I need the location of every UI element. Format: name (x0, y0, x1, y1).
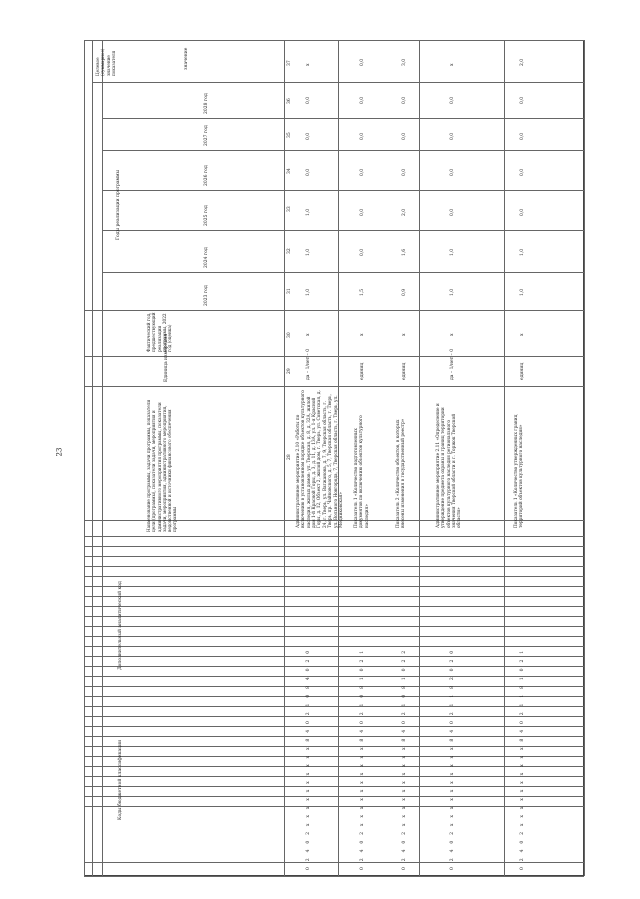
row-4-v2023: 1,0 (450, 288, 455, 296)
row-4-unit: да – 1/нет – 0 (450, 348, 455, 380)
row-1-unit: да – 1/нет – 0 (306, 348, 311, 380)
row-1-target: х (306, 63, 311, 66)
row-5-unit: единиц (520, 362, 525, 380)
row-2-v2025: 0,0 (360, 208, 365, 216)
row-4-target: х (450, 63, 455, 66)
row-3-v2026: 0,0 (402, 168, 407, 176)
row-1-v2026: 0,0 (306, 168, 311, 176)
row-5-v2023: 1,0 (520, 288, 525, 296)
row-2-codes: 0 2 4 0 2 х х х х х х х х х х 8 4 0 2 1 0 8 1 0 2 1 (360, 648, 365, 870)
row-1-base: х (306, 333, 311, 336)
target-sub-header: значение (184, 47, 189, 70)
row-2-unit: единиц (360, 362, 365, 380)
col-num-37: 37 (287, 60, 292, 66)
row-4-v2028: 0,0 (450, 96, 455, 104)
row-1-v2027: 0,0 (306, 132, 311, 140)
target-value-header: Целевое (суммарное) значение показателя (95, 48, 116, 76)
row-1-v2028: 0,0 (306, 96, 311, 104)
row-4-v2025: 0,0 (450, 208, 455, 216)
row-5-v2028: 0,0 (520, 96, 525, 104)
row-3-unit: единиц (402, 362, 407, 380)
unit-header: Единица измерения (164, 333, 169, 382)
row-1-v2023: 1,0 (306, 288, 311, 296)
col-num-36: 36 (287, 98, 292, 104)
row-3-v2024: 1,6 (402, 248, 407, 256)
row-4-base: х (450, 333, 455, 336)
row-2-v2026: 0,0 (360, 168, 365, 176)
row-4-codes: 0 2 4 0 2 х х х х х х х х х х 8 4 0 2 1 1 8 2 0 2 0 (450, 648, 455, 870)
row-5-base: х (520, 333, 525, 336)
year-2024: 2024 год (204, 247, 209, 268)
row-5-target: 2,0 (520, 58, 525, 66)
row-3-base: х (402, 333, 407, 336)
row-2-v2027: 0,0 (360, 132, 365, 140)
row-3-v2025: 2,0 (402, 208, 407, 216)
year-2028: 2028 год (204, 93, 209, 114)
row-3-v2028: 0,0 (402, 96, 407, 104)
row-4-v2026: 0,0 (450, 168, 455, 176)
budget-program-table (84, 40, 584, 876)
page-number: 23 (55, 447, 64, 457)
year-2025: 2025 год (204, 205, 209, 226)
row-5-codes: 0 2 4 0 2 х х х х х х х х х х 8 4 0 2 1 1 8 1 0 2 1 (520, 648, 525, 870)
row-5-v2025: 0,0 (520, 208, 525, 216)
row-4-v2024: 1,0 (450, 248, 455, 256)
base-value-header: Фактический год, предшествующий реализации программы, 2022 год (оценка) (146, 312, 172, 352)
row-5-v2027: 0,0 (520, 132, 525, 140)
row-3-v2027: 0,0 (402, 132, 407, 140)
col-num-28: 28 (287, 454, 292, 460)
row-4-name: Административное мероприятие 2.11 «Определение и утверждение предмета охраны и границ территории объектов культурного наследия регионального значения Тверской области и г. Торжок Тверской области» (436, 403, 463, 528)
row-3-target: 3,0 (402, 58, 407, 66)
col-num-30: 30 (287, 332, 292, 338)
year-2026: 2026 год (204, 165, 209, 186)
col-num-32: 32 (287, 248, 292, 254)
year-2027: 2027 год (204, 125, 209, 146)
col-num-31: 31 (287, 288, 292, 294)
row-3-name: Показатель 2 «Количество объектов, в которых внесены изменения в государственный реестр» (396, 418, 407, 528)
row-1-codes: 0 2 4 0 2 х х х х х х х х х х 8 4 0 2 1 0 8 4 0 2 0 (306, 648, 311, 870)
row-1-v2025: 1,0 (306, 208, 311, 216)
col-num-33: 33 (287, 206, 292, 212)
years-header: Годы реализации программы (116, 169, 121, 240)
budget-codes-header: Коды бюджетной классификации (118, 739, 123, 820)
col-num-34: 34 (287, 168, 292, 174)
row-2-target: 0,0 (360, 58, 365, 66)
row-5-name: Показатель 1 «Количество утвержденных границ территорий объектов культурного наследия» (514, 414, 525, 528)
row-2-name: Показатель 1 «Количество подготовленных документов по включению объектов культурного наследия» (354, 415, 370, 528)
row-2-v2028: 0,0 (360, 96, 365, 104)
row-2-v2023: 1,5 (360, 288, 365, 296)
row-5-v2026: 0,0 (520, 168, 525, 176)
row-3-codes: 0 2 4 0 2 х х х х х х х х х х 8 4 0 2 1 0 8 1 0 2 2 (402, 648, 407, 870)
col-num-35: 35 (287, 132, 292, 138)
row-3-v2023: 0,9 (402, 288, 407, 296)
row-4-v2027: 0,0 (450, 132, 455, 140)
row-2-base: х (360, 333, 365, 336)
program-name-header: Наименование программы, задачи программы, показатели цели (программы), показатели задачи, мероприятия и административного мероприятия программы, показатели задачи, мероприятия, административного мероприятия, ведомственной и источники финансового обеспечения программы (146, 399, 178, 532)
year-2023: 2023 год (204, 285, 209, 306)
extra-codes-header: Дополнительный аналитический код (118, 581, 123, 670)
row-5-v2024: 1,0 (520, 248, 525, 256)
col-num-29: 29 (287, 368, 292, 374)
row-2-v2024: 0,0 (360, 248, 365, 256)
row-1-v2024: 1,0 (306, 248, 311, 256)
row-1-name: Административное мероприятие 2.10 «Работы по включению в установленном порядке объектов культурного наследия, жилых домов: ул. Тверская, д. 8, д. 32А, жилой дом 1-й Красной Горы, д. 3, д. 11, д. 13А, ул. 1-я Красной Горы, д. 12, Объект 2, жилой дом, г. Тверь, ул. Советская, д. 24, г. Тверь, ул. Вагжанова, д. 7, 9, Тверская область, г. Тверь, пр. Чайковского, д. 5, 7, Тверская область, г. Тверь, ул. Вольного Новгорода, 7, Тверская область, г. Тверь, ул. Медниковская» (296, 390, 344, 528)
